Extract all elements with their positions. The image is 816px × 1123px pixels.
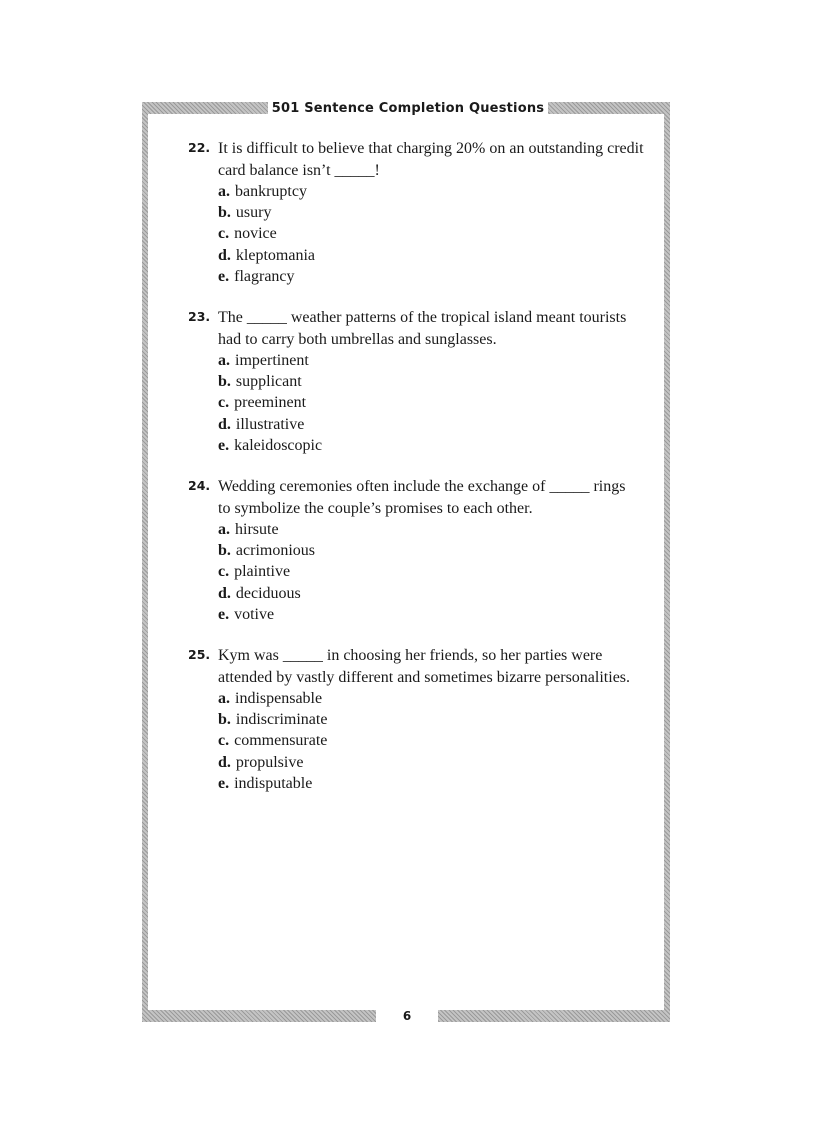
option-letter: c. [218, 225, 230, 243]
question-24 [178, 476, 648, 625]
page-number: 6 [376, 1007, 438, 1025]
question-number: 25. [188, 647, 211, 663]
option-letter: e. [218, 605, 230, 623]
option-letter: d. [218, 584, 231, 602]
question-number: 23. [188, 309, 211, 325]
option-text: kleptomania [235, 246, 315, 264]
option-text: acrimonious [235, 542, 315, 560]
option-e [218, 266, 648, 287]
option-a [218, 688, 648, 709]
option-b [218, 709, 648, 730]
option-text: usury [235, 204, 272, 222]
question-text-line: card balance isn’t _____! [218, 161, 380, 179]
question-23 [178, 307, 648, 456]
option-b [218, 202, 648, 223]
option-letter: b. [218, 542, 231, 560]
question-text [218, 476, 648, 519]
page-frame-left [142, 102, 148, 1022]
option-e [218, 604, 648, 625]
option-d [218, 752, 648, 773]
question-number: 24. [188, 478, 211, 494]
question-text [218, 645, 648, 688]
option-letter: e. [218, 436, 230, 454]
option-a [218, 181, 648, 202]
option-text: deciduous [235, 584, 301, 602]
option-text: plaintive [234, 563, 291, 581]
option-text: propulsive [235, 753, 304, 771]
option-text: commensurate [234, 732, 328, 750]
answer-options [218, 350, 648, 456]
option-text: impertinent [235, 352, 309, 370]
option-letter: a. [218, 521, 230, 539]
option-a [218, 519, 648, 540]
option-d [218, 583, 648, 604]
option-text: indiscriminate [235, 711, 328, 729]
question-text-line: attended by vastly different and sometimes bizarre personalities. [218, 668, 631, 686]
option-text: hirsute [235, 521, 279, 539]
option-letter: a. [218, 690, 230, 708]
option-b [218, 540, 648, 561]
question-text-line: The _____ weather patterns of the tropical island meant tourists [218, 309, 627, 327]
option-letter: c. [218, 563, 230, 581]
option-letter: d. [218, 753, 231, 771]
option-a [218, 350, 648, 371]
question-22 [178, 138, 648, 287]
option-letter: d. [218, 246, 231, 264]
option-text: preeminent [234, 394, 307, 412]
question-text-line: Wedding ceremonies often include the exchange of _____ rings [218, 478, 626, 496]
question-list [178, 138, 648, 814]
option-letter: c. [218, 732, 230, 750]
option-c [218, 730, 648, 751]
option-letter: a. [218, 183, 230, 200]
question-text-line: Kym was _____ in choosing her friends, so her parties were [218, 647, 603, 665]
running-header: 501 Sentence Completion Questions [268, 100, 548, 118]
option-letter: b. [218, 711, 231, 729]
question-text-line: It is difficult to believe that charging 20% on an outstanding credit [218, 140, 644, 157]
option-text: bankruptcy [235, 183, 307, 200]
option-b [218, 371, 648, 392]
option-text: indispensable [235, 690, 323, 708]
question-text-line: to symbolize the couple’s promises to each other. [218, 499, 533, 517]
option-text: novice [234, 225, 277, 243]
option-text: supplicant [235, 373, 302, 391]
option-text: indisputable [234, 774, 313, 792]
answer-options [218, 181, 648, 287]
option-text: votive [234, 605, 275, 623]
answer-options [218, 519, 648, 625]
option-letter: e. [218, 774, 230, 792]
question-number: 22. [188, 140, 211, 155]
option-text: flagrancy [234, 267, 295, 285]
option-text: illustrative [235, 415, 305, 433]
option-d [218, 245, 648, 266]
question-25 [178, 645, 648, 794]
option-c [218, 223, 648, 244]
option-c [218, 561, 648, 582]
option-letter: a. [218, 352, 230, 370]
question-text-line: had to carry both umbrellas and sunglasses. [218, 330, 497, 348]
option-letter: c. [218, 394, 230, 412]
option-e [218, 435, 648, 456]
option-letter: d. [218, 415, 231, 433]
option-e [218, 773, 648, 794]
question-text [218, 307, 648, 350]
option-text: kaleidoscopic [234, 436, 323, 454]
option-letter: b. [218, 204, 231, 222]
option-letter: b. [218, 373, 231, 391]
option-d [218, 414, 648, 435]
option-c [218, 392, 648, 413]
page-frame-right [664, 102, 670, 1022]
option-letter: e. [218, 267, 230, 285]
question-text [218, 138, 648, 181]
answer-options [218, 688, 648, 794]
